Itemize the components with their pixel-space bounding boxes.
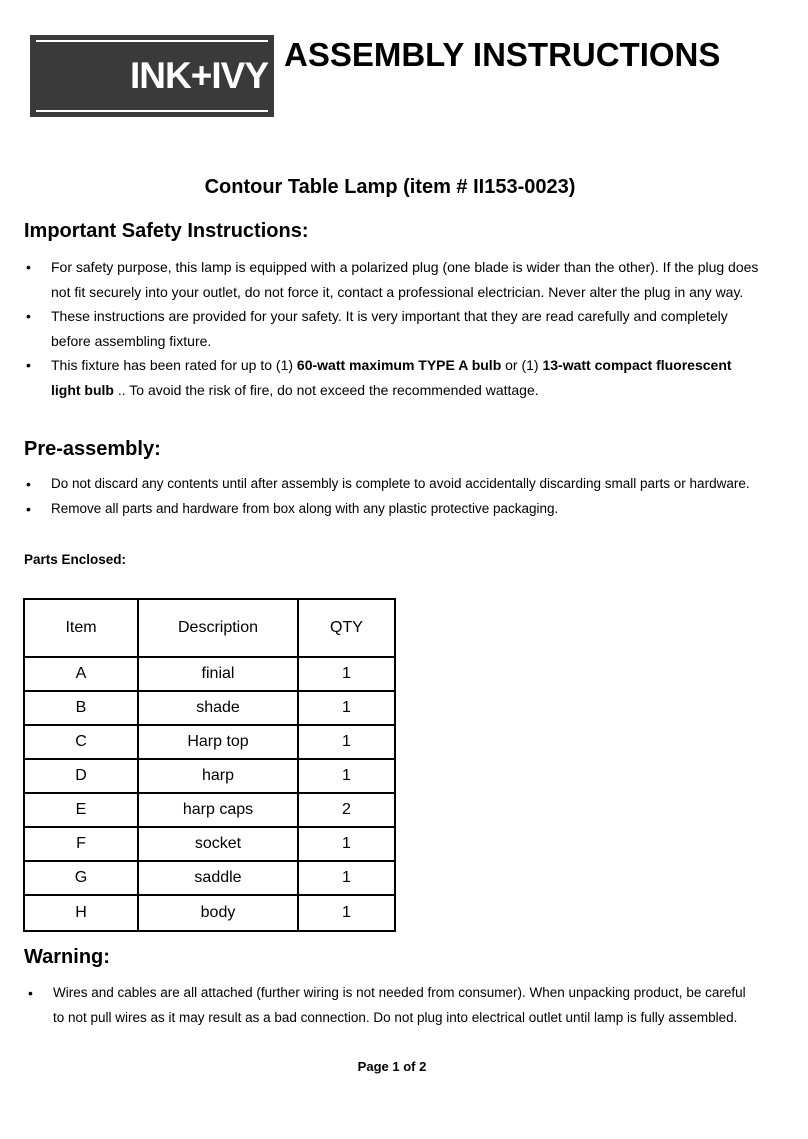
bulb-rating-text: 60-watt maximum TYPE A bulb (296, 357, 502, 373)
bullet-icon: • (26, 476, 31, 492)
safety-item-text: For safety purpose, this lamp is equipped with a polarized plug (one blade is wider than the other). If the plug does not fit securely into your outlet, do not force it, contact a professional electrician. Never alter the plug in any way. (51, 259, 759, 300)
parts-enclosed-label: Parts Enclosed: (24, 552, 127, 567)
table-row (24, 691, 395, 725)
table-cell: harp (138, 759, 298, 793)
bullet-icon: • (26, 357, 31, 373)
table-cell: saddle (138, 861, 298, 895)
table-cell: 1 (298, 725, 395, 759)
list-item (24, 353, 764, 402)
safety-item-text: or (1) (501, 357, 543, 373)
product-title: Contour Table Lamp (item # II153-0023) (204, 176, 576, 198)
safety-item-text: These instructions are provided for your safety. It is very important that they are read carefully and completely before assembling fixture. (51, 308, 728, 349)
table-row (24, 759, 395, 793)
preassembly-list (24, 472, 764, 521)
column-header: QTY (298, 599, 395, 657)
table-cell: 1 (298, 759, 395, 793)
cfl-rating-text: 13-watt compact fluorescent light bulb (51, 357, 732, 398)
list-item (24, 497, 764, 522)
list-item (24, 255, 764, 304)
parts-table (23, 598, 396, 932)
table-cell: body (138, 895, 298, 931)
logo-text: INK+IVY (130, 55, 268, 96)
document-header-title: ASSEMBLY INSTRUCTIONS (284, 36, 721, 73)
preassembly-item-text: Do not discard any contents until after assembly is complete to avoid accidentally discarding small parts or hardware. (51, 476, 750, 491)
table-cell: Harp top (138, 725, 298, 759)
table-header-row (24, 599, 395, 657)
table-row (24, 895, 395, 931)
preassembly-heading: Pre-assembly: (24, 438, 161, 460)
column-header: Item (24, 599, 138, 657)
preassembly-item-text: Remove all parts and hardware from box along with any plastic protective packaging. (51, 500, 559, 516)
table-cell: C (24, 725, 138, 759)
table-cell: H (24, 895, 138, 931)
table-row (24, 827, 395, 861)
table-cell: 2 (298, 793, 395, 827)
table-row (24, 793, 395, 827)
bullet-icon: • (26, 500, 31, 517)
safety-heading: Important Safety Instructions: (24, 220, 309, 242)
warning-heading: Warning: (24, 946, 110, 968)
table-cell: socket (138, 827, 298, 861)
brand-logo (30, 35, 274, 117)
table-cell: 1 (298, 691, 395, 725)
table-cell: 1 (298, 861, 395, 895)
bullet-icon: • (26, 259, 31, 275)
table-cell: finial (138, 657, 298, 691)
safety-item-text: .. To avoid the risk of fire, do not exceed the recommended wattage. (113, 381, 539, 398)
table-cell: shade (138, 691, 298, 725)
list-item (26, 981, 746, 1030)
table-cell: B (24, 691, 138, 725)
page-number: Page 1 of 2 (357, 1059, 427, 1074)
table-cell: 1 (298, 827, 395, 861)
list-item (24, 304, 764, 353)
table-cell: 1 (298, 895, 395, 931)
table-row (24, 725, 395, 759)
table-cell: D (24, 759, 138, 793)
table-cell: A (24, 657, 138, 691)
table-cell: harp caps (138, 793, 298, 827)
logo-rule-top (36, 40, 268, 42)
warning-item-text: Wires and cables are all attached (further wiring is not needed from consumer). When unpacking product, be careful to not pull wires as it may result as a bad connection. Do not plug into electrical outlet until lamp is fully assembled. (53, 985, 746, 1025)
table-cell: E (24, 793, 138, 827)
bullet-icon: • (28, 985, 33, 1001)
table-row (24, 657, 395, 691)
safety-item-text: This fixture has been rated for up to (1) (51, 357, 297, 373)
safety-list (24, 255, 764, 402)
warning-list (26, 981, 746, 1030)
table-row (24, 861, 395, 895)
bullet-icon: • (26, 308, 31, 324)
column-header: Description (138, 599, 298, 657)
logo-rule-bottom (36, 110, 268, 112)
list-item (24, 472, 764, 497)
table-cell: G (24, 861, 138, 895)
table-cell: 1 (298, 657, 395, 691)
table-cell: F (24, 827, 138, 861)
